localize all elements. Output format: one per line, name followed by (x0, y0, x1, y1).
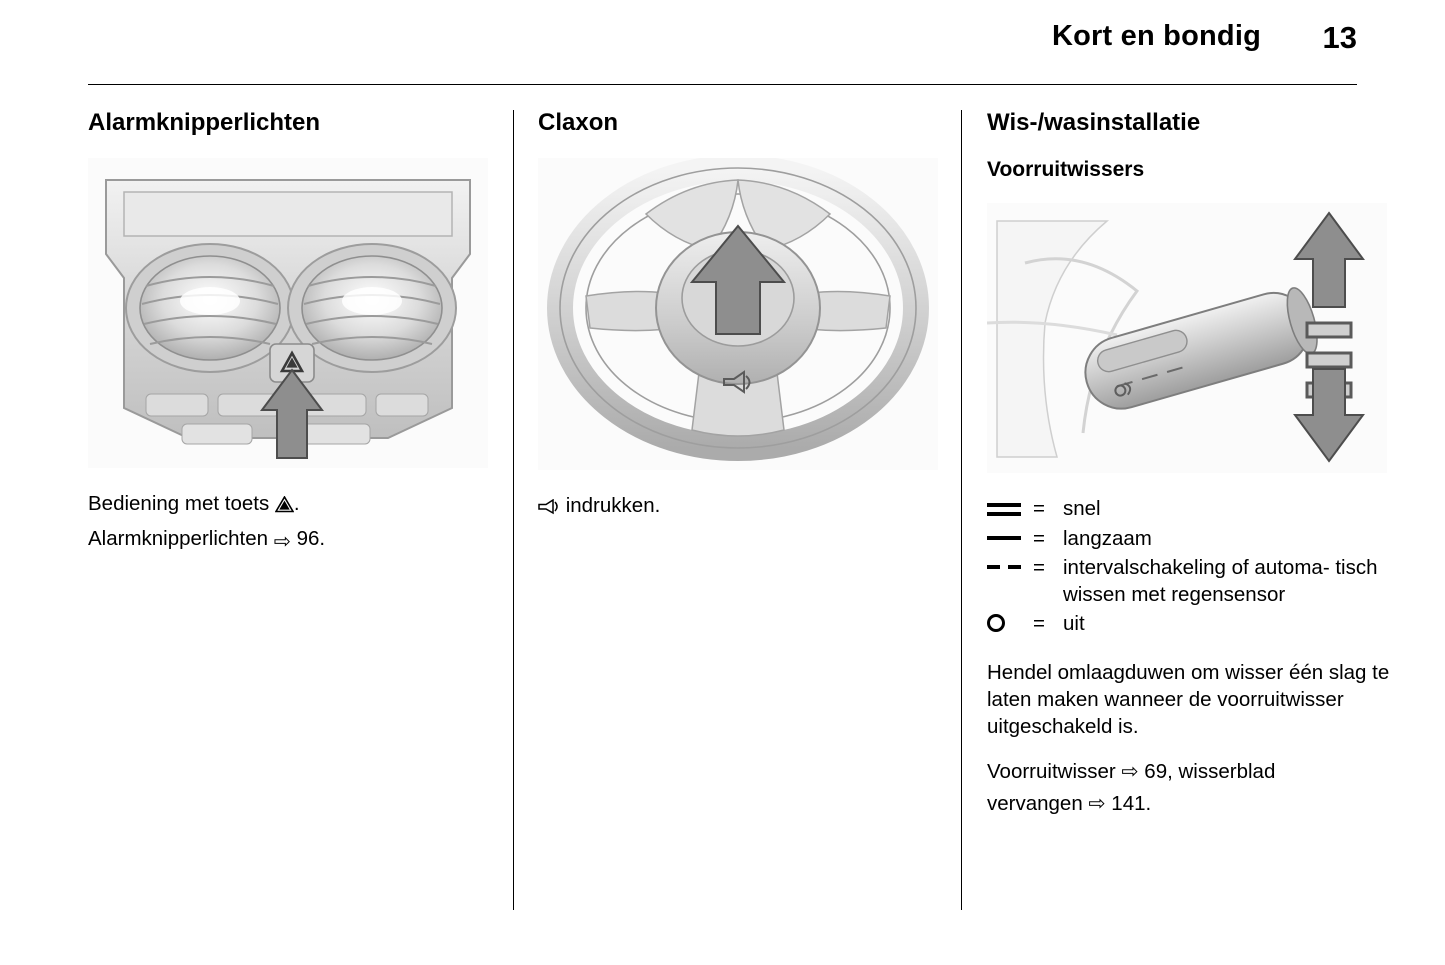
hazard-cross-reference (88, 525, 488, 556)
wiper-speed-legend (987, 495, 1392, 636)
horn-icon (538, 495, 560, 523)
hazard-warning-triangle-icon (275, 493, 294, 521)
legend-equals: = (1033, 555, 1045, 579)
column-divider-1 (513, 110, 514, 910)
wiper-cross-reference-line-1: Voorruitwisser ⇨ 69, wisserblad (987, 760, 1276, 784)
wiper-cross-reference-line-2: vervangen ⇨ 141. (987, 792, 1152, 816)
wiper-single-wipe-paragraph: Hendel omlaagduwen om wisser één slag te laten maken wanneer de voorruitwisser uitgeschakeld is. (987, 660, 1390, 739)
circle-off-icon (987, 610, 1033, 637)
legend-row (987, 525, 1392, 552)
horn-instruction-line (538, 492, 938, 523)
legend-label: langzaam (1063, 526, 1152, 550)
legend-equals: = (1033, 497, 1045, 521)
hazard-reference-page: 96. (296, 527, 326, 551)
section-horn (538, 110, 938, 527)
page-number: 13 (1322, 20, 1357, 55)
section-title-wiper-washer: Wis-/wasinstallatie (987, 109, 1201, 136)
steering-wheel-horn-illustration (538, 158, 938, 470)
single-line-icon (987, 525, 1033, 552)
wiper-stalk-lever-illustration (987, 203, 1387, 473)
legend-label: uit (1063, 611, 1085, 635)
legend-row (987, 554, 1392, 608)
legend-row (987, 495, 1392, 522)
section-title-horn: Claxon (538, 109, 619, 136)
hazard-instruction-line (88, 490, 488, 521)
legend-label: snel (1063, 497, 1101, 521)
subsection-title-windscreen-wipers: Voorruitwissers (987, 158, 1145, 182)
legend-equals: = (1033, 611, 1045, 635)
dashed-line-icon (987, 554, 1033, 581)
hazard-instruction-prefix: Bediening met toets (88, 492, 275, 516)
section-wiper-washer (987, 110, 1392, 822)
page-header (88, 22, 1357, 76)
dashboard-air-vents-hazard-button-illustration (88, 158, 488, 468)
hazard-instruction-suffix: . (293, 492, 300, 516)
section-hazard-lights (88, 110, 488, 560)
section-title-hazard: Alarmknipperlichten (88, 109, 321, 136)
page-reference-arrow-icon: ⇨ (273, 530, 291, 554)
page-title: Kort en bondig (1052, 20, 1261, 52)
double-line-icon (987, 495, 1033, 522)
hazard-reference-label: Alarmknipperlichten (88, 527, 274, 551)
legend-row (987, 610, 1392, 637)
horn-instruction-text: indrukken. (565, 494, 661, 518)
column-divider-2 (961, 110, 962, 910)
header-divider (88, 84, 1357, 85)
legend-label: intervalschakeling of automa- tisch wissen met regensensor (1063, 555, 1378, 606)
legend-equals: = (1033, 526, 1045, 550)
